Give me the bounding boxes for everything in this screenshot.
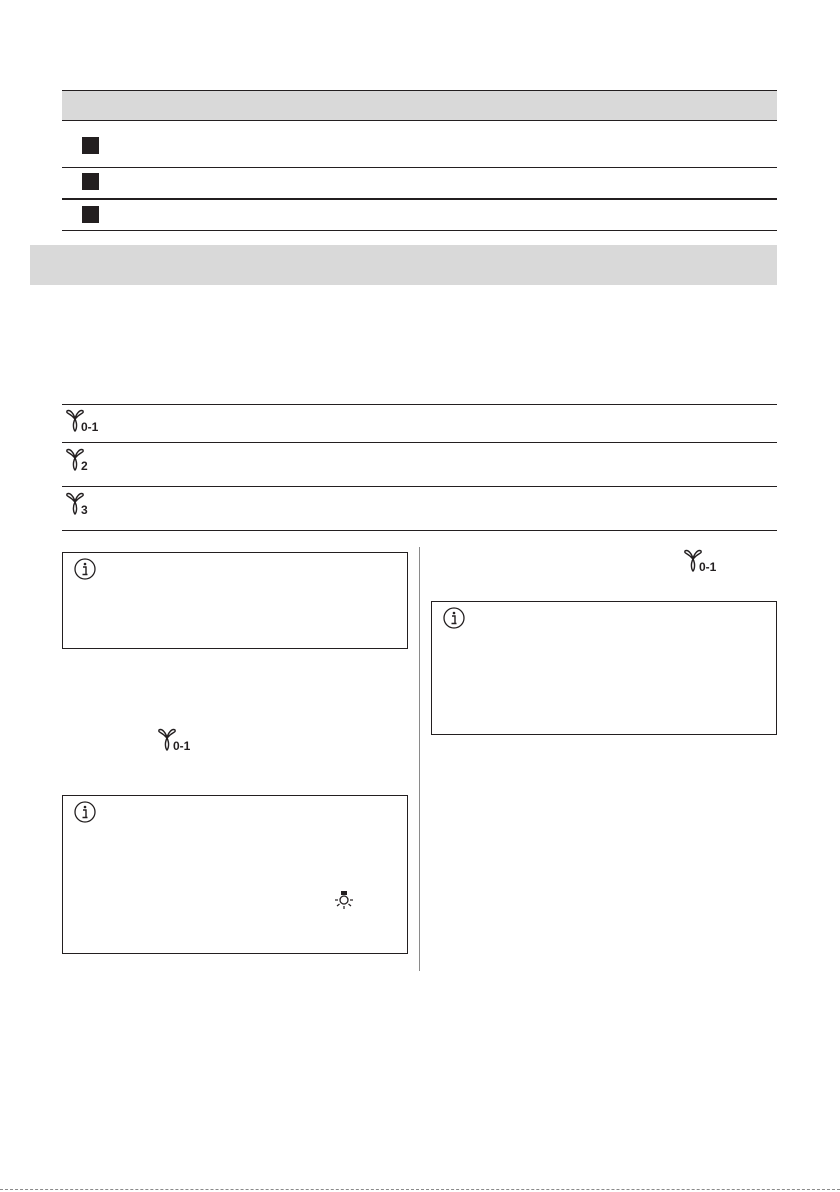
row-divider [62, 530, 777, 531]
info-note-box [62, 552, 408, 649]
filled-square-marker [82, 206, 99, 223]
info-icon [74, 801, 96, 823]
row-divider [62, 198, 777, 200]
fan-speed-subscript: 3 [81, 503, 88, 517]
info-note-box [62, 795, 408, 954]
light-bulb-icon [332, 890, 356, 914]
fan-speed-subscript: 0-1 [81, 420, 99, 434]
fan-icon [64, 447, 120, 473]
fan-icon [64, 491, 120, 517]
section-heading-bar [30, 245, 777, 285]
top-table-header [62, 90, 777, 121]
fan-speed-subscript: 2 [81, 459, 88, 473]
info-note-box [431, 601, 777, 735]
row-divider [62, 486, 777, 487]
column-separator [419, 547, 420, 971]
fan-speed-subscript: 0-1 [699, 560, 717, 574]
row-divider [62, 442, 777, 443]
fan-icon [64, 408, 120, 434]
info-icon [443, 607, 465, 629]
fan-icon [682, 548, 738, 574]
row-divider [62, 230, 777, 231]
filled-square-marker [82, 137, 99, 154]
row-divider [62, 167, 777, 168]
row-divider [62, 404, 777, 405]
fan-speed-subscript: 0-1 [173, 739, 191, 753]
fan-icon [156, 727, 212, 753]
filled-square-marker [82, 173, 99, 190]
info-icon [74, 558, 96, 580]
page-bottom-crop-line [0, 1189, 840, 1190]
